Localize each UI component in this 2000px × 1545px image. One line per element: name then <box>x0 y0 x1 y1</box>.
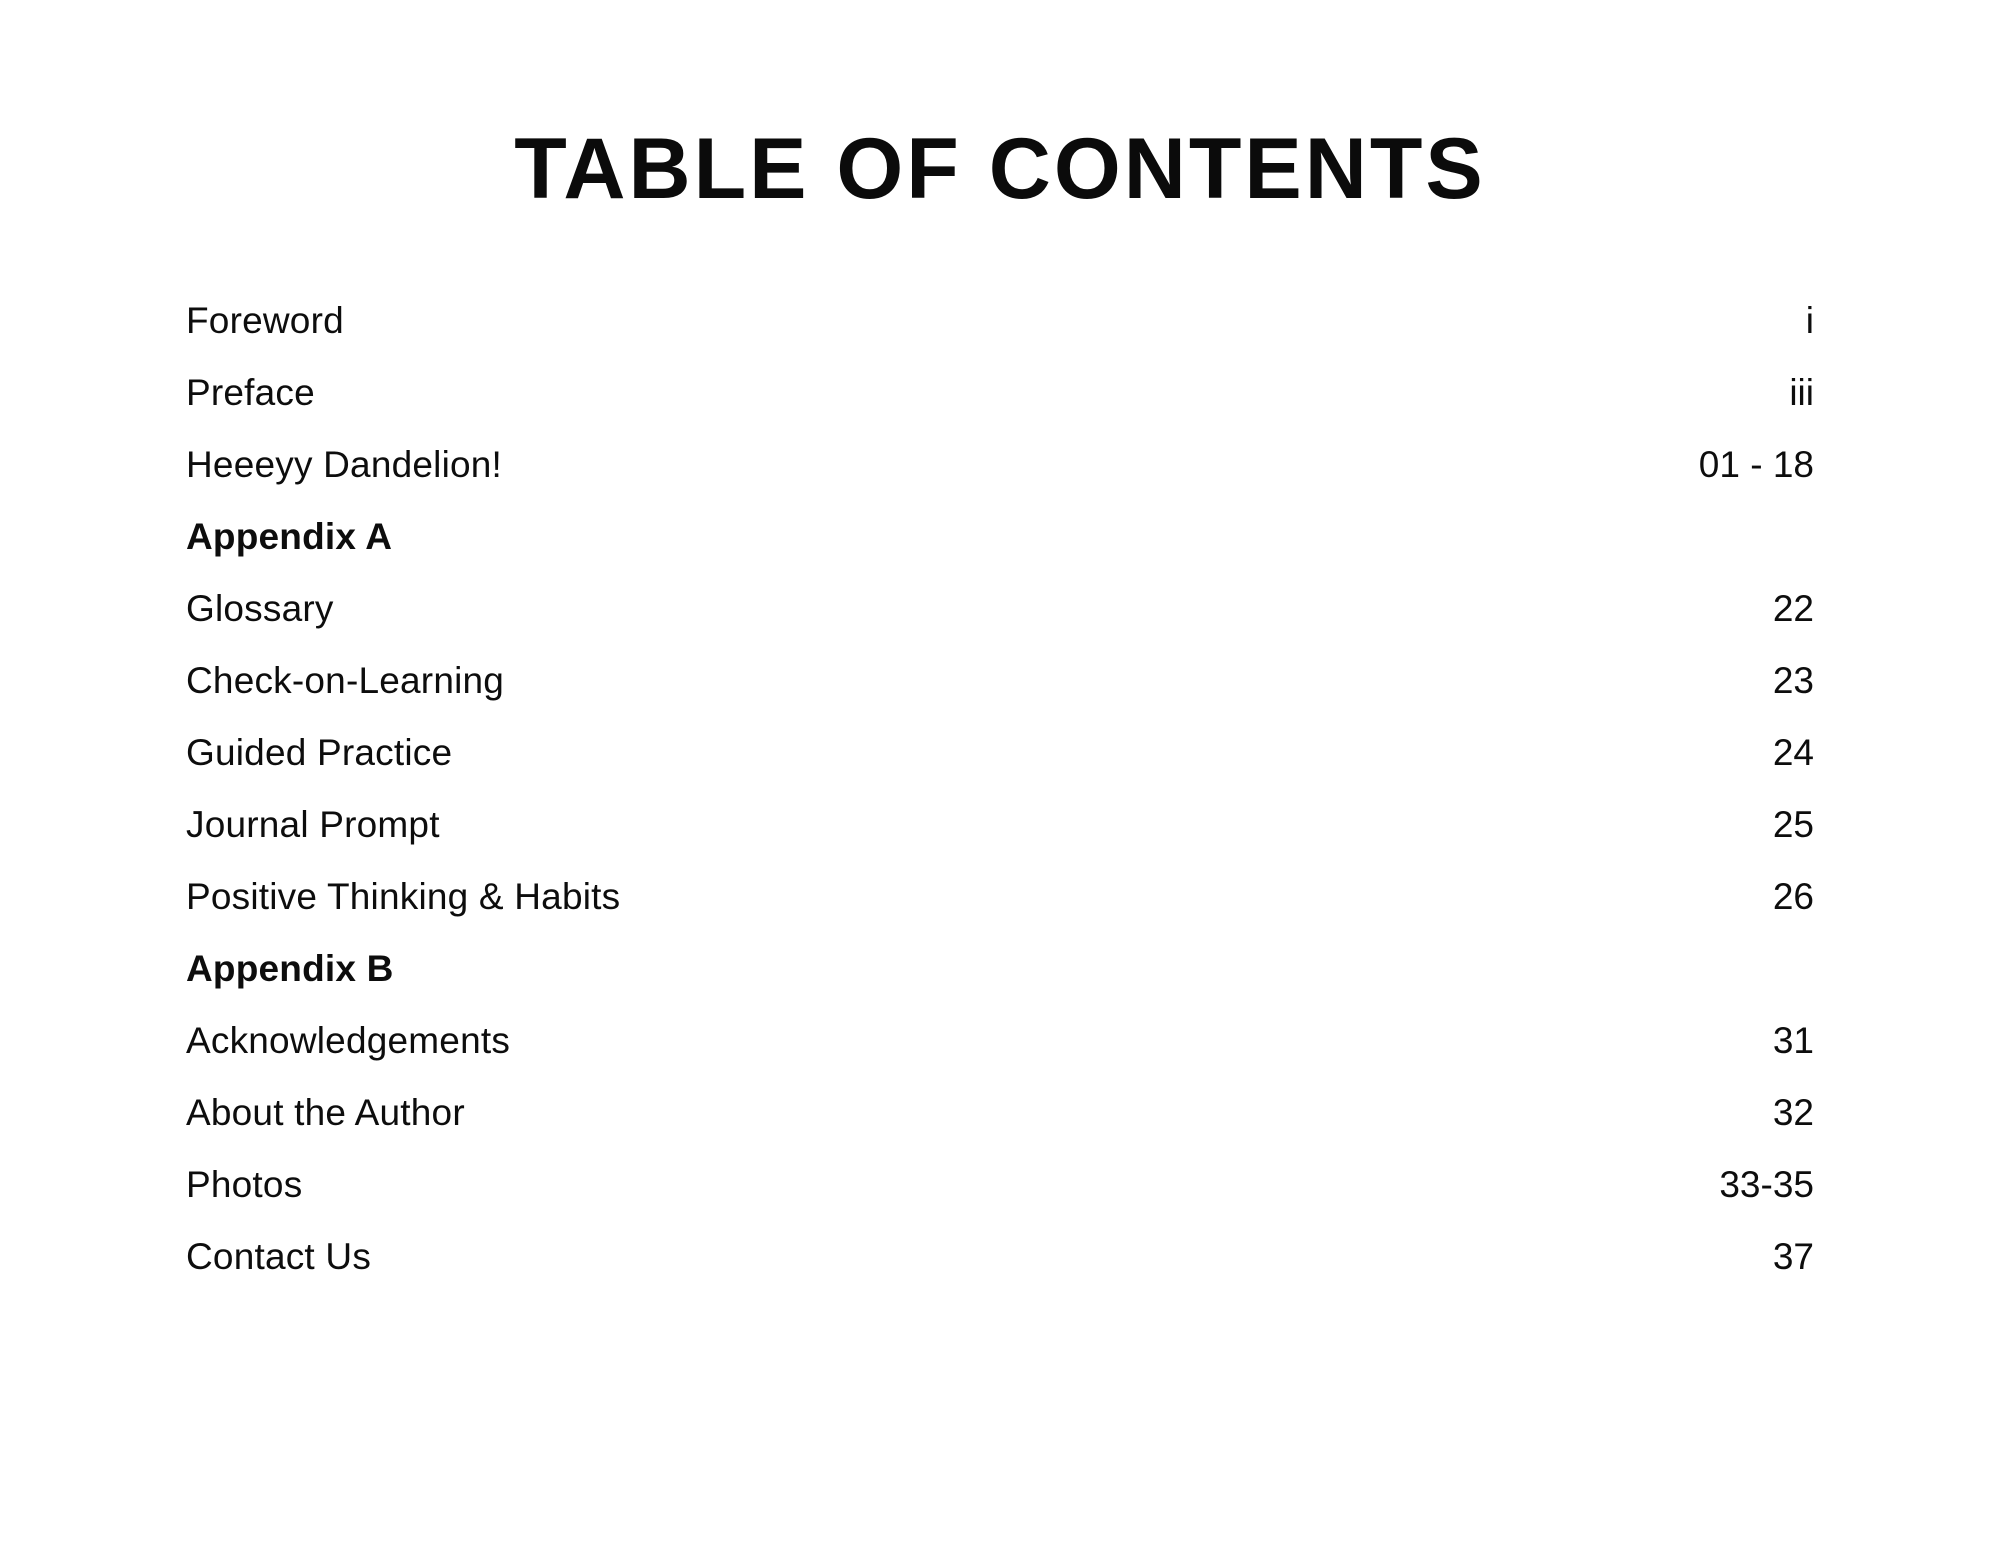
toc-leader-dots <box>454 829 1684 830</box>
toc-entry-page: 25 <box>1772 804 1814 845</box>
toc-entry-label: Check-on-Learning <box>186 660 505 701</box>
toc-entry-label: Acknowledgements <box>186 1020 511 1061</box>
toc-entry-page: 24 <box>1772 732 1814 773</box>
toc-leader-dots <box>634 901 1684 902</box>
toc-entry-label: Contact Us <box>186 1236 372 1277</box>
toc-leader-dots <box>524 1045 1684 1046</box>
toc-section-appendix-b <box>186 948 1814 1020</box>
toc-section-appendix-a <box>186 516 1814 588</box>
toc-entry-contact-us[interactable] <box>186 1236 1814 1308</box>
toc-leader-dots <box>479 1117 1684 1118</box>
toc-leader-dots <box>385 1261 1684 1262</box>
toc-leader-dots <box>358 325 1684 326</box>
toc-entry-preface[interactable] <box>186 372 1814 444</box>
toc-entry-label: Glossary <box>186 588 334 629</box>
toc-entry-page: 32 <box>1772 1092 1814 1133</box>
toc-entry-about-the-author[interactable] <box>186 1092 1814 1164</box>
toc-entry-label: Guided Practice <box>186 732 453 773</box>
toc-entry-label: About the Author <box>186 1092 465 1133</box>
toc-entry-check-on-learning[interactable] <box>186 660 1814 732</box>
toc-entry-label: Preface <box>186 372 315 413</box>
toc-leader-dots <box>316 1189 1684 1190</box>
table-of-contents-list <box>186 300 1814 1308</box>
toc-entry-page: 37 <box>1772 1236 1814 1277</box>
toc-section-label: Appendix A <box>186 516 393 557</box>
toc-entry-positive-thinking-and-habits[interactable] <box>186 876 1814 948</box>
toc-entry-acknowledgements[interactable] <box>186 1020 1814 1092</box>
toc-leader-dots <box>348 613 1684 614</box>
toc-leader-dots <box>516 469 1684 470</box>
toc-entry-page: i <box>1805 300 1814 341</box>
toc-entry-glossary[interactable] <box>186 588 1814 660</box>
toc-entry-guided-practice[interactable] <box>186 732 1814 804</box>
toc-leader-dots <box>518 685 1684 686</box>
toc-entry-foreword[interactable] <box>186 300 1814 372</box>
toc-entry-page: 01 - 18 <box>1698 444 1814 485</box>
toc-entry-label: Heeeyy Dandelion! <box>186 444 503 485</box>
toc-leader-dots <box>329 397 1684 398</box>
toc-entry-page: 23 <box>1772 660 1814 701</box>
page-title: TABLE OF CONTENTS <box>514 121 1486 217</box>
toc-entry-page: 31 <box>1772 1020 1814 1061</box>
toc-entry-page: 33-35 <box>1719 1164 1814 1205</box>
toc-section-label: Appendix B <box>186 948 394 989</box>
toc-entry-label: Positive Thinking & Habits <box>186 876 621 917</box>
toc-leader-dots <box>466 757 1684 758</box>
toc-entry-journal-prompt[interactable] <box>186 804 1814 876</box>
toc-entry-label: Photos <box>186 1164 303 1205</box>
toc-entry-page: 26 <box>1772 876 1814 917</box>
toc-entry-label: Journal Prompt <box>186 804 440 845</box>
toc-entry-heeeyy-dandelion[interactable] <box>186 444 1814 516</box>
toc-entry-label: Foreword <box>186 300 344 341</box>
toc-entry-page: 22 <box>1772 588 1814 629</box>
toc-entry-page: iii <box>1789 372 1814 413</box>
toc-entry-photos[interactable] <box>186 1164 1814 1236</box>
